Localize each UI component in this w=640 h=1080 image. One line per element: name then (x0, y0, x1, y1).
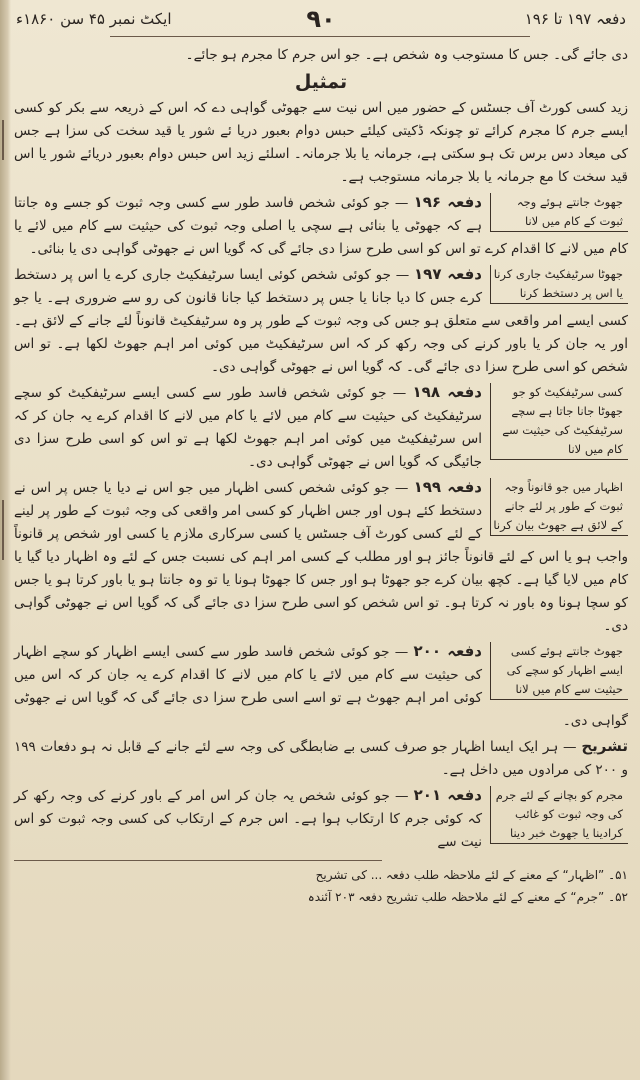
section-number: دفعہ ۲۰۱ (413, 786, 482, 804)
section-199: اظہار میں جو قانوناً وجہ ثبوت کے طور پر لئے جانے کے لائق ہے جھوٹ بیان کرنا دفعہ ۱۹۹ — جو کوئی شخص کسی اظہار میں جو اس نے دیا یا جس پر اس نے دستخط کئے ہوں اور جس اظہار کو کسی امر واقعی کی وجہ ثبوت کے طور پر لینے کے لئے کسی کورٹ آف جسٹس یا کسی سرکاری ملازم یا کسی اور شخص پر قانوناً واجب ہو یا اس کے لئے قانوناً جائز ہو اور مطلب کے کسی امر اہم کی نسبت جس کے لئے وہ اظہار دیا گیا یا کام میں لایا گیا ہے۔ کچھ بیان کرے جو جھوٹا ہو اور جس کا جھوٹا ہونا یا تو وہ جانتا ہو یا باور کرتا ہو یا جس کو سچا ہونا وہ باور نہ کرتا ہو۔ تو اس شخص کو اسی طرح سزا دی جائے گی کہ گویا اس نے جھوٹی گواہی دی۔ (14, 478, 628, 634)
section-text: جو کوئی شخص فاسد طور سے کسی ایسے سرٹیفکیٹ کو سچے سرٹیفکیٹ کی حیثیت سے کام میں لائے یا کام میں لانے کا اقدام کرے یہ جان کر کہ اس سرٹیفکیٹ میں کوئی امر اہم جھوٹ لکھا ہے تو اس کو اسی طرح سزا دی جائیگی کہ گویا اس نے جھوٹی گواہی دی۔ (14, 385, 482, 470)
section-text: جو کوئی شخص کوئی ایسا سرٹیفکیٹ جاری کرے یا اس پر دستخط کرے جس کا دیا جانا یا جس پر دستخط کیا جانا قانون کی رو سے ضروری ہے۔ یا جو کسی ایسے امر واقعی سے متعلق ہو جس کی وجہ ثبوت کے طور پر وہ سرٹیفکیٹ قانوناً لئے جانے کے لائق ہے۔ اور یہ جان کر یا باور کرنے کی وجہ رکھ کر کہ اس سرٹیفکیٹ میں کوئی امر اہم جھوٹ لکھا ہے۔ تو اس شخص کو اسی طرح سزا دی جائے گی۔ کہ گویا اس نے جھوٹی گواہی دی۔ (14, 267, 628, 375)
page-header (16, 4, 626, 34)
footnote: ۵۲۔ ”جرم“ کے معنے کے لئے ملاحظہ طلب تشریح دفعہ ۲۰۳ آئندہ (307, 890, 628, 904)
header-rule (110, 36, 530, 37)
section-198: کسی سرٹیفکیٹ کو جو جھوٹا جانا جاتا ہے سچے سرٹیفکیٹ کی حیثیت سے کام میں لانا دفعہ ۱۹۸ — جو کوئی شخص فاسد طور سے کسی ایسے سرٹیفکیٹ کو سچے سرٹیفکیٹ کی حیثیت سے کام میں لائے یا کام میں لانے کا اقدام کرے یہ جان کر کہ اس سرٹیفکیٹ میں کوئی امر اہم جھوٹ لکھا ہے تو اس کو اسی طرح سزا دی جائیگی کہ گویا اس نے جھوٹی گواہی دی۔ (14, 381, 628, 474)
section-text: جو کوئی شخص کسی اظہار میں جو اس نے دیا یا جس پر اس نے دستخط کئے ہوں اور جس اظہار کو کسی امر واقعی کی وجہ ثبوت کے طور پر لینے کے لئے کسی کورٹ آف جسٹس یا کسی سرکاری ملازم یا کسی اور شخص پر قانوناً واجب ہو یا اس کے لئے قانوناً جائز ہو اور مطلب کے کسی امر اہم کی نسبت جس کے لئے وہ اظہار دیا گیا یا کام میں لایا گیا ہے۔ کچھ بیان کرے جو جھوٹا ہو اور جس کا جھوٹا ہونا یا تو وہ جانتا ہو یا باور کرتا ہو یا جس کو سچا ہونا وہ باور نہ کرتا ہو۔ تو اس شخص کو اسی طرح سزا دی جائے گی کہ گویا اس نے جھوٹی گواہی دی۔ (14, 480, 628, 634)
section-201: مجرم کو بچانے کے لئے جرم کی وجہ ثبوت کو غائب کرادینا یا جھوٹ خبر دینا دفعہ ۲۰۱ — جو کوئی شخص یہ جان کر اس امر کے باور کرنے کی وجہ رکھ کر کہ کوئی جرم کا ارتکاب ہوا ہے۔ اس جرم کے ارتکاب کی کسی وجہ ثبوت کو اس نیت سے (14, 784, 628, 854)
header-section-range: دفعہ ۱۹۷ تا ۱۹۶ (524, 10, 626, 28)
explanation-text: ہر ایک ایسا اظہار جو صرف کسی بے ضابطگی کی وجہ سے لئے جانے کے قابل نہ ہو دفعات ۱۹۹ و ۲۰۰ کی مرادوں میں داخل ہے۔ (14, 739, 628, 778)
illustration-heading: تمثیل (294, 71, 348, 93)
page-body (14, 44, 628, 909)
section-number: دفعہ ۱۹۸ (412, 383, 483, 401)
explanation-label: تشریح (581, 737, 628, 755)
page-number: ۹۰ (306, 5, 336, 33)
marginal-note: جھوٹ جانتے ہوئے وجہ ثبوت کے کام میں لانا (490, 193, 628, 232)
footnote-rule (14, 860, 382, 861)
marginal-note: کسی سرٹیفکیٹ کو جو جھوٹا جانا جاتا ہے سچے سرٹیفکیٹ کی حیثیت سے کام میں لانا (490, 383, 628, 460)
section-number: دفعہ ۱۹۶ (413, 193, 482, 211)
edge-mark (2, 120, 10, 160)
section-197: جھوٹا سرٹیفکیٹ جاری کرنا یا اس پر دستخط کرنا دفعہ ۱۹۷ — جو کوئی شخص کوئی ایسا سرٹیفکیٹ جاری کرے یا اس پر دستخط کرے جس کا دیا جانا یا جس پر دستخط کیا جانا قانون کی رو سے ضروری ہے۔ یا جو کسی ایسے امر واقعی سے متعلق ہو جس کی وجہ ثبوت کے طور پر وہ سرٹیفکیٹ قانوناً لئے جانے کے لائق ہے۔ اور یہ جان کر یا باور کرنے کی وجہ رکھ کر کہ اس سرٹیفکیٹ میں کوئی امر اہم جھوٹ لکھا ہے۔ تو اس شخص کو اسی طرح سزا دی جائے گی۔ کہ گویا اس نے جھوٹی گواہی دی۔ (14, 265, 628, 375)
section-number: دفعہ ۱۹۹ (413, 478, 482, 496)
intro-text: دی جائے گی۔ جس کا مستوجب وہ شخص ہے۔ جو اس جرم کا مجرم ہو جائے۔ (185, 47, 628, 63)
header-act-title: ایکٹ نمبر ۴۵ سن ۱۸۶۰ء (16, 10, 172, 28)
marginal-note: جھوٹ جانتے ہوئے کسی ایسے اظہار کو سچے کی حیثیت سے کام میں لانا (490, 642, 628, 700)
marginal-note: جھوٹا سرٹیفکیٹ جاری کرنا یا اس پر دستخط کرنا (490, 265, 628, 304)
illustration-text: زید کسی کورٹ آف جسٹس کے حضور میں اس نیت سے جھوٹی گواہی دے کہ اس کے ذریعہ سے بکر کو کسی ایسے جرم کا مجرم کرائے تو چونکہ ڈکیتی کیلئے حبس دوام بعبور دریا ئے شور یا قید سخت کی سزا ہے جس کی میعاد دس برس تک ہو سکتی ہے، جرمانہ یا بلا جرمانہ۔ اسلئے زید اس حبس دوام بعبور دریائے شور یا اس قید سخت کا مع جرمانہ یا بلا جرمانہ مستوجب ہے۔ (14, 100, 628, 185)
section-text: جو کوئی شخص فاسد طور سے کسی وجہ ثبوت کو جسے وہ جانتا ہے کہ جھوٹی یا بنائی ہے سچی یا اصلی وجہ ثبوت کی حیثیت سے کام میں لائے یا کام میں لانے کا اقدام کرے تو اس کو اسی طرح سزا دی جائے گی کہ گویا اس نے جھوٹی گواہی دی یا بنائی۔ (14, 195, 628, 257)
section-text: جو کوئی شخص یہ جان کر اس امر کے باور کرنے کی وجہ رکھ کر کہ کوئی جرم کا ارتکاب ہوا ہے۔ اس جرم کے ارتکاب کی کسی وجہ ثبوت کو اس نیت سے (14, 788, 482, 850)
explanation: تشریح — ہر ایک ایسا اظہار جو صرف کسی بے ضابطگی کی وجہ سے لئے جانے کے قابل نہ ہو دفعات ۱۹۹ و ۲۰۰ کی مرادوں میں داخل ہے۔ (14, 737, 628, 778)
section-196: جھوٹ جانتے ہوئے وجہ ثبوت کے کام میں لانا دفعہ ۱۹۶ — جو کوئی شخص فاسد طور سے کسی وجہ ثبوت کو جسے وہ جانتا ہے کہ جھوٹی یا بنائی ہے سچی یا اصلی وجہ ثبوت کی حیثیت سے کام میں لائے یا کام میں لانے کا اقدام کرے تو اس کو اسی طرح سزا دی جائے گی کہ گویا اس نے جھوٹی گواہی دی یا بنائی۔ (14, 193, 628, 257)
section-text: جو کوئی شخص فاسد طور سے کسی ایسے اظہار کو سچے اظہار کی حیثیت سے کام میں لائے یا کام میں لانے کا اقدام کرے یہ جان کر کہ اس میں کوئی امر اہم جھوٹ ہے تو اسے اسی طرح سزا دی جائے گی کہ گویا اس نے جھوٹی گواہی دی۔ (14, 644, 628, 729)
marginal-note: مجرم کو بچانے کے لئے جرم کی وجہ ثبوت کو غائب کرادینا یا جھوٹ خبر دینا (490, 786, 628, 844)
marginal-note: اظہار میں جو قانوناً وجہ ثبوت کے طور پر لئے جانے کے لائق ہے جھوٹ بیان کرنا (490, 478, 628, 536)
section-number: دفعہ ۱۹۷ (414, 265, 483, 283)
edge-mark (2, 500, 10, 560)
section-number: دفعہ ۲۰۰ (413, 642, 482, 660)
footnote: ۵۱۔ ”اظہار“ کے معنے کے لئے ملاحظہ طلب دفعہ ... کی تشریح (315, 868, 628, 882)
section-200: جھوٹ جانتے ہوئے کسی ایسے اظہار کو سچے کی حیثیت سے کام میں لانا دفعہ ۲۰۰ — جو کوئی شخص فاسد طور سے کسی ایسے اظہار کو سچے اظہار کی حیثیت سے کام میں لائے یا کام میں لانے کا اقدام کرے یہ جان کر کہ اس میں کوئی امر اہم جھوٹ ہے تو اسے اسی طرح سزا دی جائے گی کہ گویا اس نے جھوٹی گواہی دی۔ (14, 642, 628, 729)
